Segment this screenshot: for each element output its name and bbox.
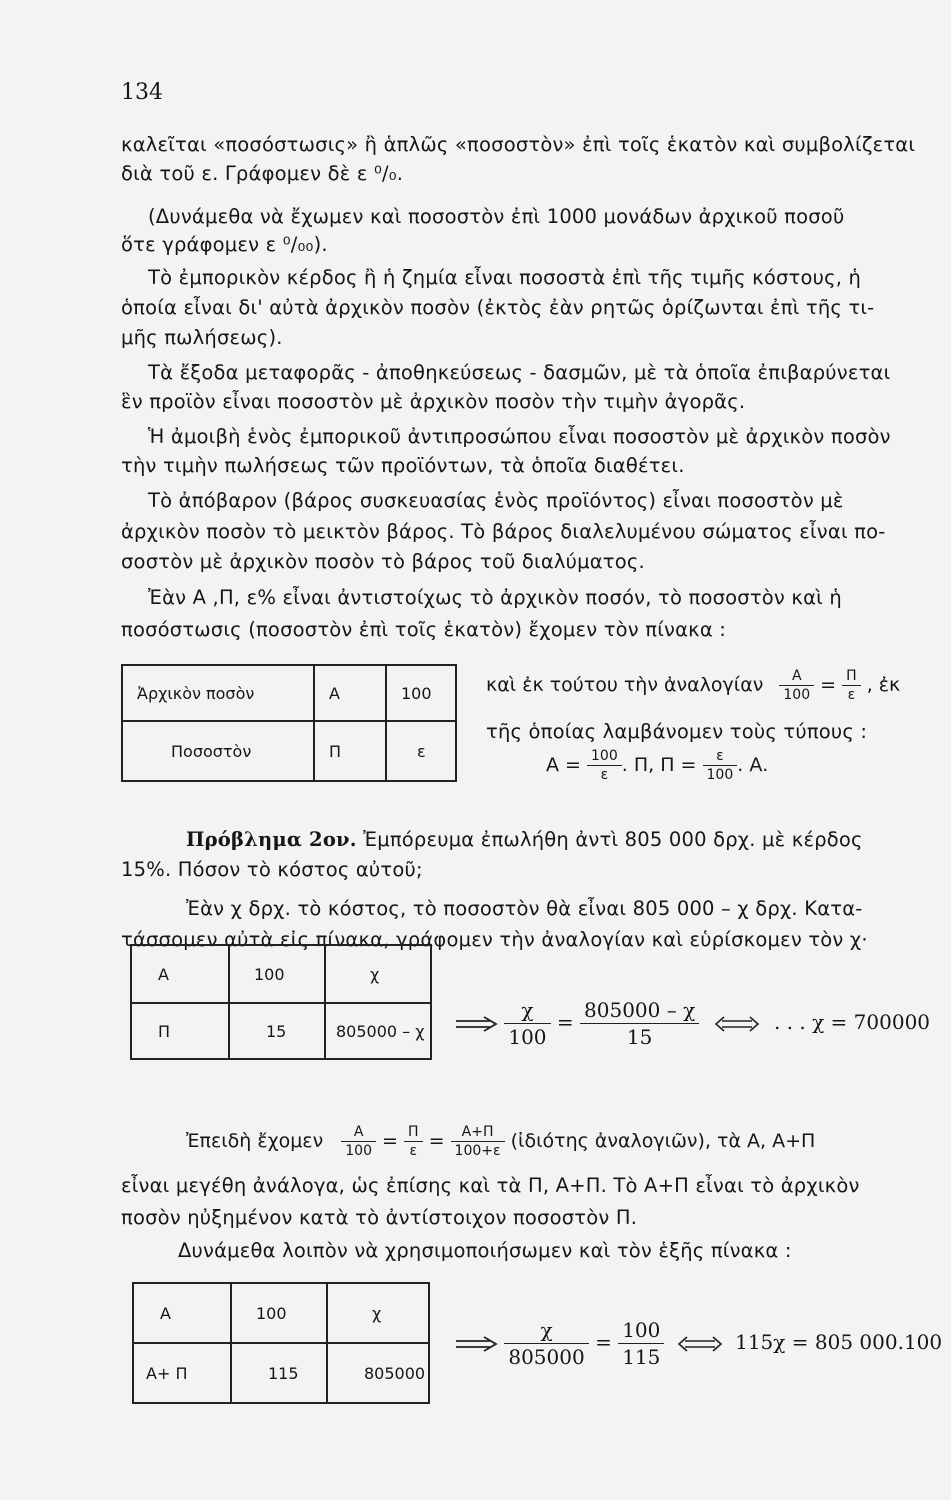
text-line: Ἡ ἀμοιβὴ ἑνὸς ἐμπορικοῦ ἀντιπροσώπου εἶναι ποσοστὸν μὲ ἀρχικὸν ποσὸν (148, 425, 891, 448)
text-line: Τὸ ἐμπορικὸν κέρδος ἢ ἡ ζημία εἶναι ποσοστὰ ἐπὶ τῆς τιμῆς κόστους, ἡ (148, 266, 862, 289)
fraction: $\frac{A+\Pi}{100+\varepsilon}$ (451, 1124, 505, 1159)
table-cell: Ποσοστὸν (122, 721, 314, 781)
text-line: καλεῖται «ποσόστωσις» ἢ ἁπλῶς «ποσοστὸν» ἐπὶ τοῖς ἑκατὸν καὶ συμβολίζεται (121, 133, 916, 156)
fraction: $\frac{\varepsilon}{100}$ (703, 748, 738, 783)
implies-arrow-icon (454, 1015, 498, 1033)
text-line: Ἐὰν Α ,Π, ε% εἶναι ἀντιστοίχως τὸ ἀρχικὸν ποσόν, τὸ ποσοστὸν καὶ ἡ (148, 586, 842, 609)
problem-table (130, 944, 432, 1060)
table-cell: ε (386, 721, 456, 781)
analogy-line-2: τῆς ὁποίας λαμβάνομεν τοὺς τύπους : (486, 720, 868, 743)
page-number: 134 (121, 80, 163, 105)
text-line: ποσὸν ηὐξημένον κατὰ τὸ ἀντίστοιχον ποσοστὸν Π. (121, 1206, 638, 1229)
text-line: ὅτε γράφομεν ε ⁰/₀₀). (121, 233, 328, 256)
fraction: $\frac{100}{115}$ (618, 1318, 664, 1369)
problem-title: Πρόβλημα 2ον. (186, 828, 357, 851)
text-line: ἀρχικὸν ποσὸν τὸ μεικτὸν βάρος. Τὸ βάρος διαλελυμένου σώματος εἶναι πο- (121, 520, 886, 543)
table-cell: 805000 (327, 1343, 429, 1403)
equivalence-arrow-icon (714, 1015, 760, 1033)
table-cell: 115 (231, 1343, 327, 1403)
text-line: Τὰ ἔξοδα μεταφορᾶς - ἀποθηκεύσεως - δασμῶν, μὲ τὰ ὁποῖα ἐπιβαρύνεται (148, 361, 891, 384)
fraction: $\frac{\Pi}{\varepsilon}$ (842, 668, 861, 703)
equation-2: $\frac{\chi}{805000}$ = $\frac{100}{115}$ 115χ = 805 000.100 (454, 1318, 942, 1369)
table-cell: 100 (386, 665, 456, 721)
table-cell: 100 (229, 945, 325, 1003)
text-line: τὴν τιμὴν πωλήσεως τῶν προϊόντων, τὰ ὁποῖα διαθέτει. (121, 454, 685, 477)
fraction: $\frac{\chi}{100}$ (504, 998, 550, 1049)
table-cell: Α (133, 1283, 231, 1343)
since-line: Ἐπειδὴ ἔχομεν $\frac{A}{100}$ = $\frac{\Pi}{\varepsilon}$ = $\frac{A+\Pi}{100+\varepsilon}$ (ἰδιότης ἀναλογιῶν), τὰ Α, Α+Π (186, 1124, 816, 1159)
text-line: Δυνάμεθα λοιπὸν νὰ χρησιμοποιήσωμεν καὶ τὸν ἑξῆς πίνακα : (178, 1239, 792, 1262)
implies-arrow-icon (454, 1335, 498, 1353)
table-row (131, 1003, 431, 1059)
text-line: ἓν προϊὸν εἶναι ποσοστὸν μὲ ἀρχικὸν ποσὸν τὴν τιμὴν ἀγορᾶς. (121, 390, 746, 413)
fraction: $\frac{A}{100}$ (341, 1124, 376, 1159)
text-line: (Δυνάμεθα νὰ ἔχωμεν καὶ ποσοστὸν ἐπὶ 1000 μονάδων ἀρχικοῦ ποσοῦ (148, 205, 845, 228)
fraction: $\frac{\Pi}{\varepsilon}$ (404, 1124, 423, 1159)
equivalence-arrow-icon (677, 1335, 723, 1353)
table-cell: Α (314, 665, 386, 721)
table-row (133, 1343, 429, 1403)
table-cell: Π (131, 1003, 229, 1059)
problem-line-2: 15%. Πόσον τὸ κόστος αὐτοῦ; (121, 858, 423, 881)
percentage-table (121, 664, 457, 782)
formulas: Α = $\frac{100}{\varepsilon}$ . Π, Π = $\frac{\varepsilon}{100}$ . Α. (546, 748, 769, 783)
text-line: εἶναι μεγέθη ἀνάλογα, ὡς ἐπίσης καὶ τὰ Π, Α+Π. Τὸ Α+Π εἶναι τὸ ἀρχικὸν (121, 1174, 860, 1197)
alternative-table (132, 1282, 430, 1404)
table-cell: Ἀρχικὸν ποσὸν (122, 665, 314, 721)
table-cell: χ (325, 945, 431, 1003)
text-line: διὰ τοῦ ε. Γράφομεν δὲ ε ⁰/₀. (121, 162, 404, 185)
fraction: $\frac{A}{100}$ (779, 668, 814, 703)
text-line: Τὸ ἀπόβαρον (βάρος συσκευασίας ἑνὸς προϊόντος) εἶναι ποσοστὸν μὲ (148, 489, 844, 512)
fraction: $\frac{805000 - \chi}{15}$ (580, 998, 699, 1049)
problem-line-3: Ἐὰν χ δρχ. τὸ κόστος, τὸ ποσοστὸν θὰ εἶναι 805 000 – χ δρχ. Κατα- (186, 897, 863, 920)
fraction: $\frac{\chi}{805000}$ (504, 1318, 588, 1369)
text-line: μῆς πωλήσεως). (121, 326, 283, 349)
equation-1: $\frac{\chi}{100}$ = $\frac{805000 - \chi}{15}$ . . . χ = 700000 (454, 998, 930, 1049)
table-cell: χ (327, 1283, 429, 1343)
table-row (131, 945, 431, 1003)
table-cell: 100 (231, 1283, 327, 1343)
table-cell: Α+ Π (133, 1343, 231, 1403)
table-row (122, 721, 456, 781)
problem-line-1: Πρόβλημα 2ον. Ἐμπόρευμα ἐπωλήθη ἀντὶ 805 000 δρχ. μὲ κέρδος (186, 828, 863, 851)
text-line: ὁποία εἶναι δι' αὐτὰ ἀρχικὸν ποσὸν (ἐκτὸς ἐὰν ρητῶς ὁρίζωνται ἐπὶ τῆς τι- (121, 296, 875, 319)
fraction: $\frac{100}{\varepsilon}$ (587, 748, 622, 783)
table-row (122, 665, 456, 721)
text-line: ποσόστωσις (ποσοστὸν ἐπὶ τοῖς ἑκατὸν) ἔχομεν τὸν πίνακα : (121, 618, 727, 641)
problem-line-4: τάσσομεν αὐτὰ εἰς πίνακα, γράφομεν τὴν ἀναλογίαν καὶ εὑρίσκομεν τὸν χ· (121, 928, 868, 951)
table-cell: 15 (229, 1003, 325, 1059)
table-cell: 805000 – χ (325, 1003, 431, 1059)
text-line: σοστὸν μὲ ἀρχικὸν ποσὸν τὸ βάρος τοῦ διαλύματος. (121, 550, 645, 573)
table-row (133, 1283, 429, 1343)
analogy-line: καὶ ἐκ τούτου τὴν ἀναλογίαν $\frac{A}{100}$ = $\frac{\Pi}{\varepsilon}$ , ἐκ (486, 668, 901, 703)
table-cell: Π (314, 721, 386, 781)
table-cell: Α (131, 945, 229, 1003)
